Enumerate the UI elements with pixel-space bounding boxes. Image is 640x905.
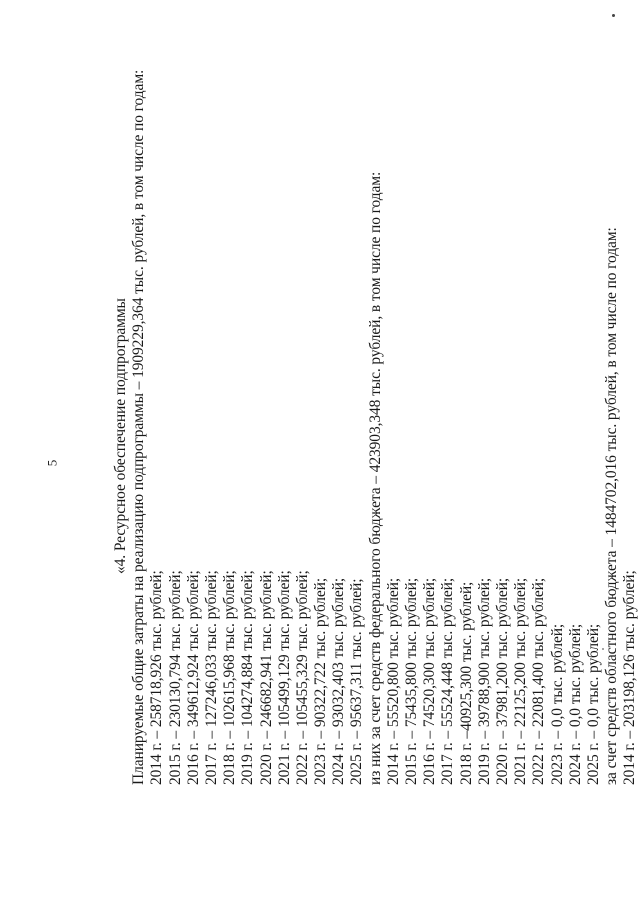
- text-line: 2014 г. – 258718,926 тыс. рублей;: [148, 570, 166, 785]
- text-line: Планируемые общие затраты на реализацию подпрограммы – 1909229,364 тыс. рублей, в том числе по годам:: [130, 69, 148, 785]
- rotated-text-block: [112, 69, 639, 785]
- text-line: 2021 г. – 22125,200 тыс. рублей;: [512, 577, 530, 785]
- section-heading: «4. Ресурсное обеспечение подпрограммы: [112, 298, 129, 574]
- text-line: 2020 г. – 37981,200 тыс. рублей;: [493, 577, 511, 785]
- scan-speck: [612, 14, 615, 17]
- text-line: 2023 г. – 0,0 тыс. рублей;: [548, 623, 566, 785]
- text-line: 2016 г. – 74520,300 тыс. рублей;: [421, 577, 439, 785]
- text-line: 2024 г. – 0,0 тыс. рублей;: [566, 623, 584, 785]
- text-line: 2025 г. – 95637,311 тыс. рублей;: [348, 578, 366, 785]
- text-line: из них за счет средств федерального бюджета – 423903,348 тыс. рублей, в том числе по годам:: [366, 171, 384, 785]
- text-line: 2014 г. – 203198,126 тыс. рублей;: [621, 570, 639, 785]
- text-line: 2018 г. – 102615,968 тыс. рублей;: [221, 570, 239, 785]
- text-line: 2014 г. – 55520,800 тыс. рублей;: [384, 577, 402, 785]
- text-line: 2016 г. – 349612,924 тыс. рублей;: [184, 570, 202, 785]
- text-line: за счет средств областного бюджета – 1484702,016 тыс. рублей, в том числе по годам:: [603, 227, 621, 785]
- text-line: 2025 г. – 0,0 тыс. рублей;: [584, 623, 602, 785]
- text-line: 2015 г. – 230130,794 тыс. рублей;: [166, 570, 184, 785]
- page-number: 5: [44, 459, 60, 467]
- text-line: 2020 г. – 246682,941 тыс. рублей;: [257, 570, 275, 785]
- text-line: 2017 г. – 127246,033 тыс. рублей;: [202, 570, 220, 785]
- text-line: 2015 г. – 75435,800 тыс. рублей;: [403, 577, 420, 785]
- text-line: 2018 г. –40925,300 тыс. рублей;: [457, 581, 475, 785]
- text-lines: [130, 69, 639, 785]
- text-line: 2017 г. – 55524,448 тыс. рублей;: [439, 577, 457, 785]
- text-line: 2019 г. – 104274,884 тыс. рублей;: [239, 570, 257, 785]
- text-line: 2022 г. – 105455,329 тыс. рублей;: [293, 570, 311, 785]
- text-line: 2022 г. – 22081,400 тыс. рублей;: [530, 577, 548, 785]
- text-line: 2019 г. – 39788,900 тыс. рублей;: [475, 577, 493, 785]
- text-line: 2024 г. – 93032,403 тыс. рублей;: [330, 577, 348, 785]
- text-line: 2021 г. – 105499,129 тыс. рублей;: [275, 570, 293, 785]
- text-line: 2023 г. – 90322,722 тыс. рублей;: [312, 577, 330, 785]
